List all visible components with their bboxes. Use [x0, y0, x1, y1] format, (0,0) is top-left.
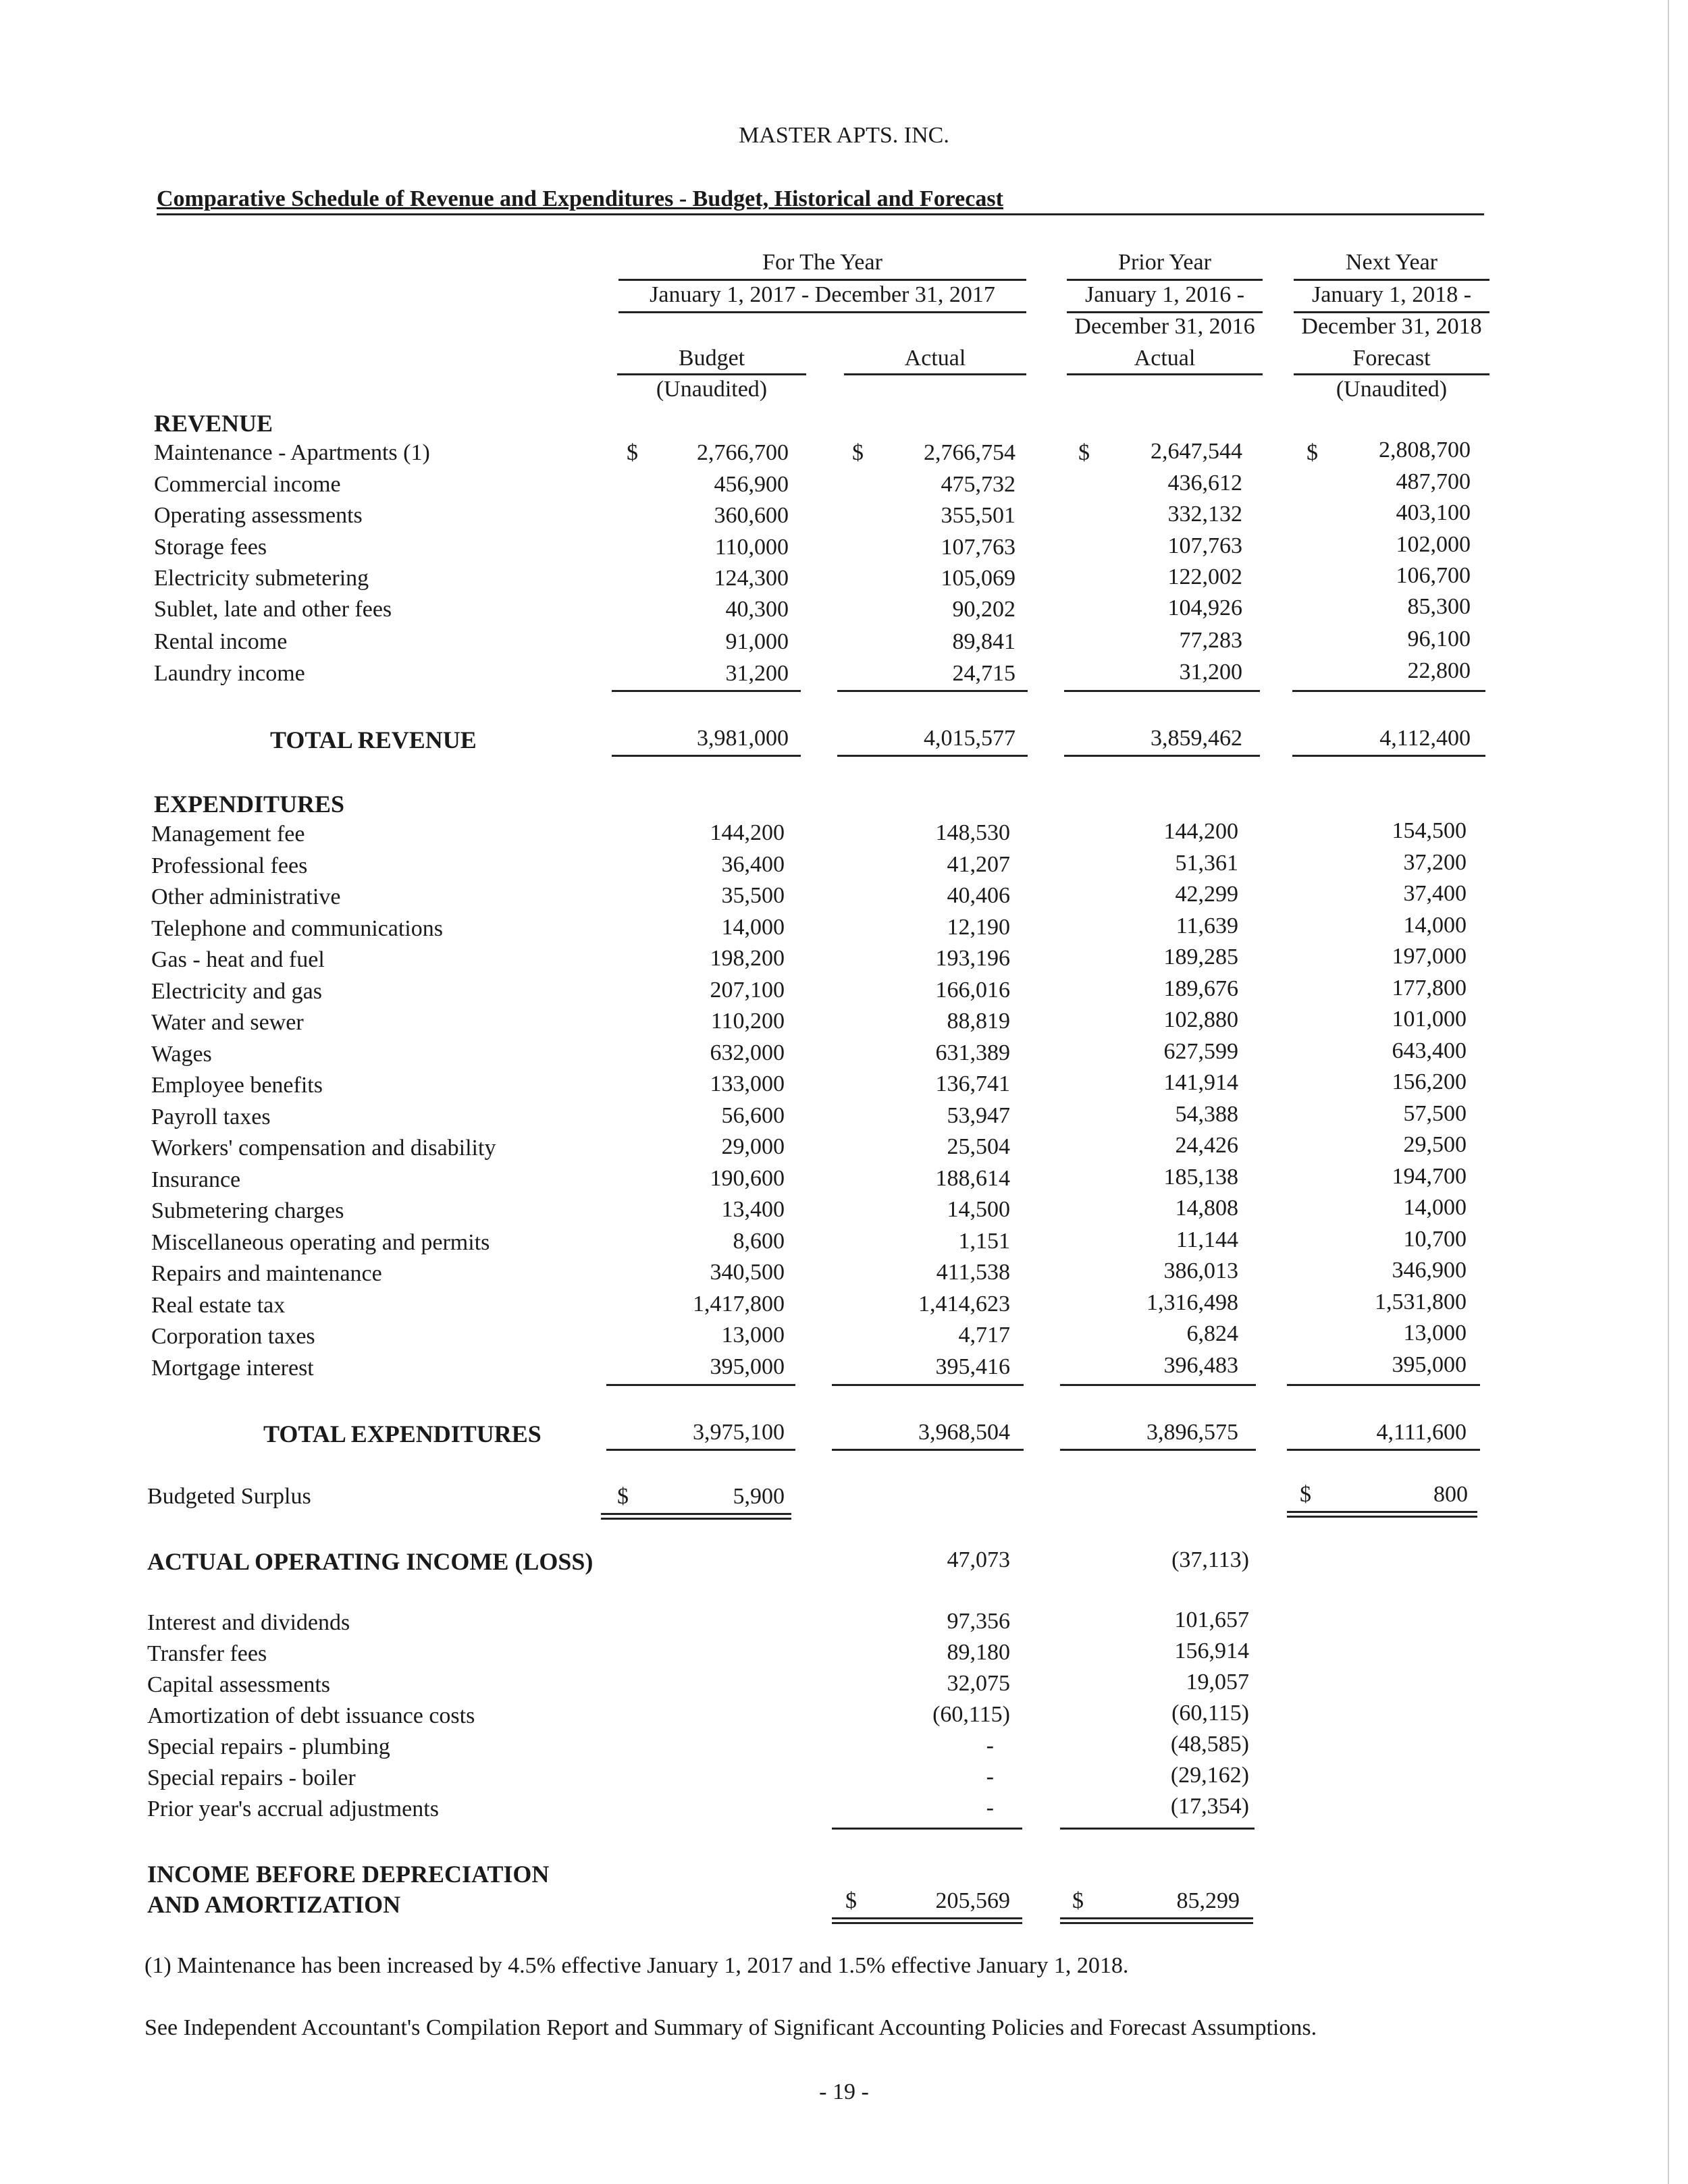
total-revenue-rule	[1064, 755, 1260, 757]
currency-symbol: $	[1072, 1888, 1084, 1913]
revenue-row-actual: 105,069	[941, 566, 1016, 591]
other-item-prior: 156,914	[1174, 1639, 1249, 1663]
total-expenditures-next: 4,111,600	[1376, 1420, 1467, 1445]
budgeted-surplus-label: Budgeted Surplus	[147, 1484, 311, 1509]
next-title-rule	[1294, 279, 1489, 281]
revenue-row-next: 22,800	[1407, 658, 1471, 683]
expenditure-row-next: 101,000	[1392, 1007, 1467, 1032]
other-item-label: Capital assessments	[147, 1672, 331, 1697]
expenditure-row-actual: 411,538	[936, 1260, 1010, 1285]
expenditure-row-label: Payroll taxes	[151, 1104, 271, 1129]
expenditure-row-actual: 136,741	[935, 1071, 1010, 1096]
operating-income-prior: (37,113)	[1171, 1547, 1249, 1572]
expenditures-heading: EXPENDITURES	[154, 791, 345, 818]
expenditure-row-label: Professional fees	[151, 853, 308, 878]
expenditure-row-prior: 189,285	[1163, 944, 1238, 969]
expenditure-row-next: 57,500	[1403, 1101, 1467, 1126]
revenue-row-budget: 31,200	[725, 661, 789, 686]
income-before-rule	[832, 1922, 1022, 1924]
other-item-label: Interest and dividends	[147, 1610, 350, 1635]
revenue-row-next: 85,300	[1407, 594, 1471, 619]
income-before-rule	[1060, 1922, 1253, 1924]
total-revenue-budget: 3,981,000	[697, 726, 789, 751]
total-revenue-rule	[612, 755, 801, 757]
revenue-subtotal-rule	[837, 690, 1028, 692]
revenue-heading: REVENUE	[154, 410, 273, 437]
income-before-rule	[832, 1917, 1022, 1919]
expenditure-row-actual: 1,151	[958, 1229, 1010, 1254]
revenue-row-label: Electricity submetering	[154, 566, 369, 591]
revenue-row-prior: 107,763	[1167, 533, 1242, 558]
total-revenue-prior: 3,859,462	[1151, 726, 1242, 751]
revenue-row-actual: 90,202	[952, 597, 1016, 622]
revenue-row-prior: 2,647,544	[1151, 439, 1242, 464]
page-number: - 19 -	[819, 2079, 869, 2104]
other-item-prior: (60,115)	[1171, 1701, 1249, 1726]
revenue-row-label: Rental income	[154, 629, 288, 654]
expenditure-row-label: Insurance	[151, 1167, 241, 1192]
expenditure-row-actual: 631,389	[935, 1040, 1010, 1065]
surplus-rule	[601, 1513, 791, 1515]
expenditure-row-budget: 29,000	[721, 1134, 785, 1159]
revenue-row-next: 2,808,700	[1379, 437, 1471, 462]
currency-symbol: $	[627, 440, 638, 465]
expenditure-row-prior: 24,426	[1175, 1133, 1238, 1158]
expenditure-row-next: 37,400	[1403, 881, 1467, 906]
revenue-row-actual: 475,732	[941, 472, 1016, 497]
expenditure-row-budget: 14,000	[721, 915, 785, 940]
budget-header: Budget	[678, 346, 745, 371]
revenue-row-label: Laundry income	[154, 661, 305, 686]
other-item-prior: (29,162)	[1170, 1763, 1249, 1788]
expenditure-row-budget: 198,200	[710, 946, 785, 971]
income-before-actual: 205,569	[935, 1888, 1010, 1913]
expenditure-row-label: Submetering charges	[151, 1198, 344, 1223]
expenditure-row-actual: 193,196	[935, 946, 1010, 971]
prior-period-rule	[1067, 311, 1263, 313]
schedule-subtitle: Comparative Schedule of Revenue and Expenditures - Budget, Historical and Forecast	[157, 186, 1003, 211]
revenue-row-label: Storage fees	[154, 535, 267, 560]
currency-symbol: $	[1307, 440, 1318, 465]
next-year-title: Next Year	[1346, 250, 1438, 275]
other-item-actual: -	[986, 1795, 994, 1820]
income-before-prior: 85,299	[1176, 1888, 1240, 1913]
expenditure-subtotal-rule	[606, 1384, 795, 1386]
currency-symbol: $	[1300, 1482, 1311, 1507]
expenditure-row-prior: 141,914	[1163, 1070, 1238, 1095]
revenue-row-next: 106,700	[1396, 563, 1471, 588]
expenditure-row-label: Other administrative	[151, 884, 341, 909]
budget-unaudited: (Unaudited)	[656, 377, 768, 402]
other-items-rule	[1060, 1828, 1255, 1830]
expenditure-row-next: 37,200	[1403, 850, 1467, 875]
expenditure-row-prior: 1,316,498	[1146, 1290, 1238, 1315]
revenue-row-budget: 110,000	[714, 535, 789, 560]
other-items-rule	[832, 1828, 1022, 1830]
revenue-row-actual: 355,501	[941, 503, 1016, 528]
other-item-prior: (48,585)	[1170, 1732, 1249, 1757]
total-expenditures-actual: 3,968,504	[918, 1420, 1010, 1445]
revenue-row-prior: 31,200	[1179, 660, 1242, 685]
total-expenditures-rule	[832, 1449, 1024, 1451]
prior-actual-header: Actual	[1134, 346, 1196, 371]
expenditure-row-next: 395,000	[1392, 1352, 1467, 1377]
next-period-2: December 31, 2018	[1301, 314, 1482, 339]
forecast-header-rule	[1294, 373, 1489, 375]
total-revenue-rule	[1292, 755, 1485, 757]
expenditure-row-budget: 13,000	[721, 1323, 785, 1348]
revenue-row-prior: 122,002	[1167, 564, 1242, 589]
other-item-actual: 97,356	[947, 1609, 1010, 1634]
expenditure-row-budget: 395,000	[710, 1354, 785, 1379]
other-item-label: Transfer fees	[147, 1641, 267, 1666]
expenditure-row-prior: 185,138	[1163, 1165, 1238, 1190]
income-before-rule	[1060, 1917, 1253, 1919]
other-item-actual: 32,075	[947, 1671, 1010, 1696]
expenditure-row-next: 156,200	[1392, 1069, 1467, 1094]
subtitle-rule	[157, 213, 1484, 215]
expenditure-subtotal-rule	[832, 1384, 1024, 1386]
expenditure-row-label: Electricity and gas	[151, 979, 323, 1004]
other-item-prior: (17,354)	[1170, 1794, 1249, 1819]
expenditure-row-actual: 395,416	[935, 1354, 1010, 1379]
expenditure-row-next: 197,000	[1392, 944, 1467, 969]
expenditure-row-next: 14,000	[1403, 913, 1467, 938]
fy-period-rule	[618, 311, 1026, 313]
expenditure-row-label: Gas - heat and fuel	[151, 947, 325, 972]
prior-period-2: December 31, 2016	[1074, 314, 1255, 339]
expenditure-row-next: 10,700	[1403, 1227, 1467, 1252]
expenditure-row-budget: 632,000	[710, 1040, 785, 1065]
actual-header-rule	[844, 373, 1026, 375]
expenditure-row-prior: 386,013	[1163, 1258, 1238, 1283]
revenue-row-label: Operating assessments	[154, 503, 363, 528]
total-expenditures-rule	[606, 1449, 795, 1451]
expenditure-row-actual: 14,500	[947, 1197, 1010, 1222]
currency-symbol: $	[852, 440, 864, 465]
fy-title-rule	[618, 279, 1026, 281]
revenue-row-label: Maintenance - Apartments (1)	[154, 440, 430, 465]
expenditure-row-label: Miscellaneous operating and permits	[151, 1230, 490, 1255]
expenditure-row-budget: 207,100	[710, 978, 785, 1003]
total-revenue-rule	[837, 755, 1028, 757]
revenue-row-prior: 332,132	[1167, 502, 1242, 527]
forecast-header: Forecast	[1352, 346, 1431, 371]
revenue-row-budget: 124,300	[714, 566, 789, 591]
expenditure-row-actual: 148,530	[935, 820, 1010, 845]
total-expenditures-prior: 3,896,575	[1146, 1420, 1238, 1445]
expenditure-row-next: 154,500	[1392, 818, 1467, 843]
revenue-row-budget: 91,000	[725, 629, 789, 654]
surplus-rule	[1287, 1516, 1477, 1518]
expenditure-row-label: Employee benefits	[151, 1073, 323, 1098]
revenue-row-budget: 360,600	[714, 503, 789, 528]
expenditure-row-actual: 188,614	[935, 1166, 1010, 1191]
other-item-actual: -	[986, 1733, 994, 1758]
expenditure-subtotal-rule	[1287, 1384, 1480, 1386]
expenditure-row-actual: 40,406	[947, 883, 1010, 908]
income-before-label-1: INCOME BEFORE DEPRECIATION	[147, 1861, 550, 1888]
revenue-row-prior: 104,926	[1167, 595, 1242, 620]
prior-title-rule	[1067, 279, 1263, 281]
expenditure-row-actual: 4,717	[958, 1323, 1010, 1348]
expenditure-row-next: 14,000	[1403, 1195, 1467, 1220]
expenditure-row-label: Water and sewer	[151, 1010, 304, 1035]
expenditure-row-prior: 42,299	[1175, 882, 1238, 907]
expenditure-row-budget: 133,000	[710, 1071, 785, 1096]
revenue-row-next: 403,100	[1396, 500, 1471, 525]
revenue-row-actual: 107,763	[941, 535, 1016, 560]
total-revenue-label: TOTAL REVENUE	[270, 726, 477, 753]
revenue-row-actual: 89,841	[952, 629, 1016, 654]
expenditure-row-prior: 14,808	[1175, 1196, 1238, 1221]
next-period-rule	[1294, 311, 1489, 313]
expenditure-row-actual: 1,414,623	[918, 1291, 1010, 1316]
expenditure-row-budget: 144,200	[710, 820, 785, 845]
revenue-row-next: 487,700	[1396, 469, 1471, 494]
expenditure-row-budget: 190,600	[710, 1166, 785, 1191]
revenue-row-prior: 436,612	[1167, 471, 1242, 496]
expenditure-row-prior: 102,880	[1163, 1007, 1238, 1032]
prior-year-title: Prior Year	[1118, 250, 1211, 275]
total-expenditures-label: TOTAL EXPENDITURES	[263, 1420, 542, 1447]
expenditure-row-budget: 36,400	[721, 852, 785, 877]
other-item-label: Amortization of debt issuance costs	[147, 1703, 475, 1728]
revenue-row-label: Sublet, late and other fees	[154, 597, 392, 622]
total-revenue-next: 4,112,400	[1379, 726, 1471, 751]
expenditure-row-label: Real estate tax	[151, 1293, 286, 1318]
budgeted-surplus-next: 800	[1433, 1482, 1468, 1507]
currency-symbol: $	[1078, 440, 1090, 465]
expenditure-row-prior: 6,824	[1186, 1321, 1238, 1346]
actual-header: Actual	[904, 346, 966, 371]
expenditure-row-budget: 340,500	[710, 1260, 785, 1285]
revenue-row-actual: 24,715	[952, 661, 1016, 686]
income-before-label-2: AND AMORTIZATION	[147, 1891, 401, 1918]
next-period-1: January 1, 2018 -	[1311, 282, 1472, 307]
operating-income-actual: 47,073	[947, 1547, 1010, 1572]
fy-title: For The Year	[762, 250, 882, 275]
expenditure-row-actual: 12,190	[947, 915, 1010, 940]
see-note: See Independent Accountant's Compilation Report and Summary of Significant Accounting Policies and Forecast Assumptions.	[144, 2015, 1317, 2040]
expenditure-row-label: Mortgage interest	[151, 1356, 314, 1381]
expenditure-row-label: Management fee	[151, 822, 305, 847]
revenue-row-label: Commercial income	[154, 472, 341, 497]
total-expenditures-budget: 3,975,100	[693, 1420, 785, 1445]
expenditure-row-prior: 396,483	[1163, 1353, 1238, 1378]
other-item-label: Prior year's accrual adjustments	[147, 1796, 439, 1821]
expenditure-row-budget: 56,600	[721, 1103, 785, 1128]
expenditure-row-budget: 8,600	[733, 1229, 785, 1254]
expenditure-row-label: Telephone and communications	[151, 916, 443, 941]
revenue-row-budget: 456,900	[714, 472, 789, 497]
expenditure-row-prior: 11,639	[1176, 913, 1238, 938]
expenditure-row-label: Corporation taxes	[151, 1324, 315, 1349]
revenue-row-budget: 2,766,700	[697, 440, 789, 465]
revenue-row-prior: 77,283	[1179, 628, 1242, 653]
prior-actual-rule	[1067, 373, 1263, 375]
expenditure-row-prior: 189,676	[1163, 976, 1238, 1001]
expenditure-row-prior: 627,599	[1163, 1039, 1238, 1064]
currency-symbol: $	[617, 1484, 629, 1509]
expenditure-row-next: 13,000	[1403, 1321, 1467, 1346]
expenditure-row-budget: 13,400	[721, 1197, 785, 1222]
budgeted-surplus-budget: 5,900	[733, 1484, 785, 1509]
other-item-actual: 89,180	[947, 1640, 1010, 1665]
other-item-label: Special repairs - plumbing	[147, 1734, 390, 1759]
prior-period-1: January 1, 2016 -	[1084, 282, 1245, 307]
currency-symbol: $	[845, 1888, 857, 1913]
expenditure-row-actual: 25,504	[947, 1134, 1010, 1159]
expenditure-subtotal-rule	[1060, 1384, 1256, 1386]
expenditure-row-next: 194,700	[1392, 1164, 1467, 1189]
expenditure-row-actual: 41,207	[947, 852, 1010, 877]
expenditure-row-prior: 11,144	[1176, 1227, 1238, 1252]
expenditure-row-label: Wages	[151, 1042, 212, 1067]
revenue-row-budget: 40,300	[725, 597, 789, 622]
surplus-rule	[601, 1518, 791, 1520]
expenditure-row-next: 29,500	[1403, 1132, 1467, 1157]
total-expenditures-rule	[1060, 1449, 1256, 1451]
expenditure-row-actual: 166,016	[935, 978, 1010, 1003]
expenditure-row-next: 346,900	[1392, 1258, 1467, 1283]
revenue-subtotal-rule	[1064, 690, 1260, 692]
other-item-actual: (60,115)	[932, 1702, 1010, 1727]
company-name: MASTER APTS. INC.	[739, 123, 949, 148]
revenue-subtotal-rule	[612, 690, 801, 692]
operating-income-label: ACTUAL OPERATING INCOME (LOSS)	[147, 1548, 594, 1575]
budget-header-rule	[617, 373, 806, 375]
expenditure-row-budget: 1,417,800	[693, 1291, 785, 1316]
expenditure-row-budget: 35,500	[721, 883, 785, 908]
other-item-actual: -	[986, 1764, 994, 1789]
footnote: (1) Maintenance has been increased by 4.5% effective January 1, 2017 and 1.5% effective January 1, 2018.	[144, 1953, 1129, 1978]
revenue-row-next: 96,100	[1407, 627, 1471, 651]
forecast-unaudited: (Unaudited)	[1336, 377, 1448, 402]
total-revenue-actual: 4,015,577	[924, 726, 1016, 751]
expenditure-row-next: 643,400	[1392, 1038, 1467, 1063]
expenditure-row-budget: 110,200	[710, 1009, 785, 1034]
scan-edge-line	[1668, 0, 1669, 2184]
other-item-label: Special repairs - boiler	[147, 1765, 356, 1790]
expenditure-row-label: Repairs and maintenance	[151, 1261, 382, 1286]
expenditure-row-prior: 144,200	[1163, 819, 1238, 844]
fy-period: January 1, 2017 - December 31, 2017	[650, 282, 995, 307]
expenditure-row-label: Workers' compensation and disability	[151, 1136, 496, 1161]
other-item-prior: 101,657	[1174, 1607, 1249, 1632]
expenditure-row-prior: 51,361	[1175, 851, 1238, 876]
revenue-row-actual: 2,766,754	[924, 440, 1016, 465]
expenditure-row-next: 177,800	[1392, 976, 1467, 1001]
revenue-subtotal-rule	[1292, 690, 1485, 692]
expenditure-row-actual: 88,819	[947, 1009, 1010, 1034]
total-expenditures-rule	[1287, 1449, 1480, 1451]
revenue-row-next: 102,000	[1396, 532, 1471, 557]
expenditure-row-actual: 53,947	[947, 1103, 1010, 1128]
other-item-prior: 19,057	[1186, 1670, 1249, 1695]
surplus-rule	[1287, 1511, 1477, 1513]
expenditure-row-prior: 54,388	[1175, 1102, 1238, 1127]
expenditure-row-next: 1,531,800	[1375, 1289, 1467, 1314]
